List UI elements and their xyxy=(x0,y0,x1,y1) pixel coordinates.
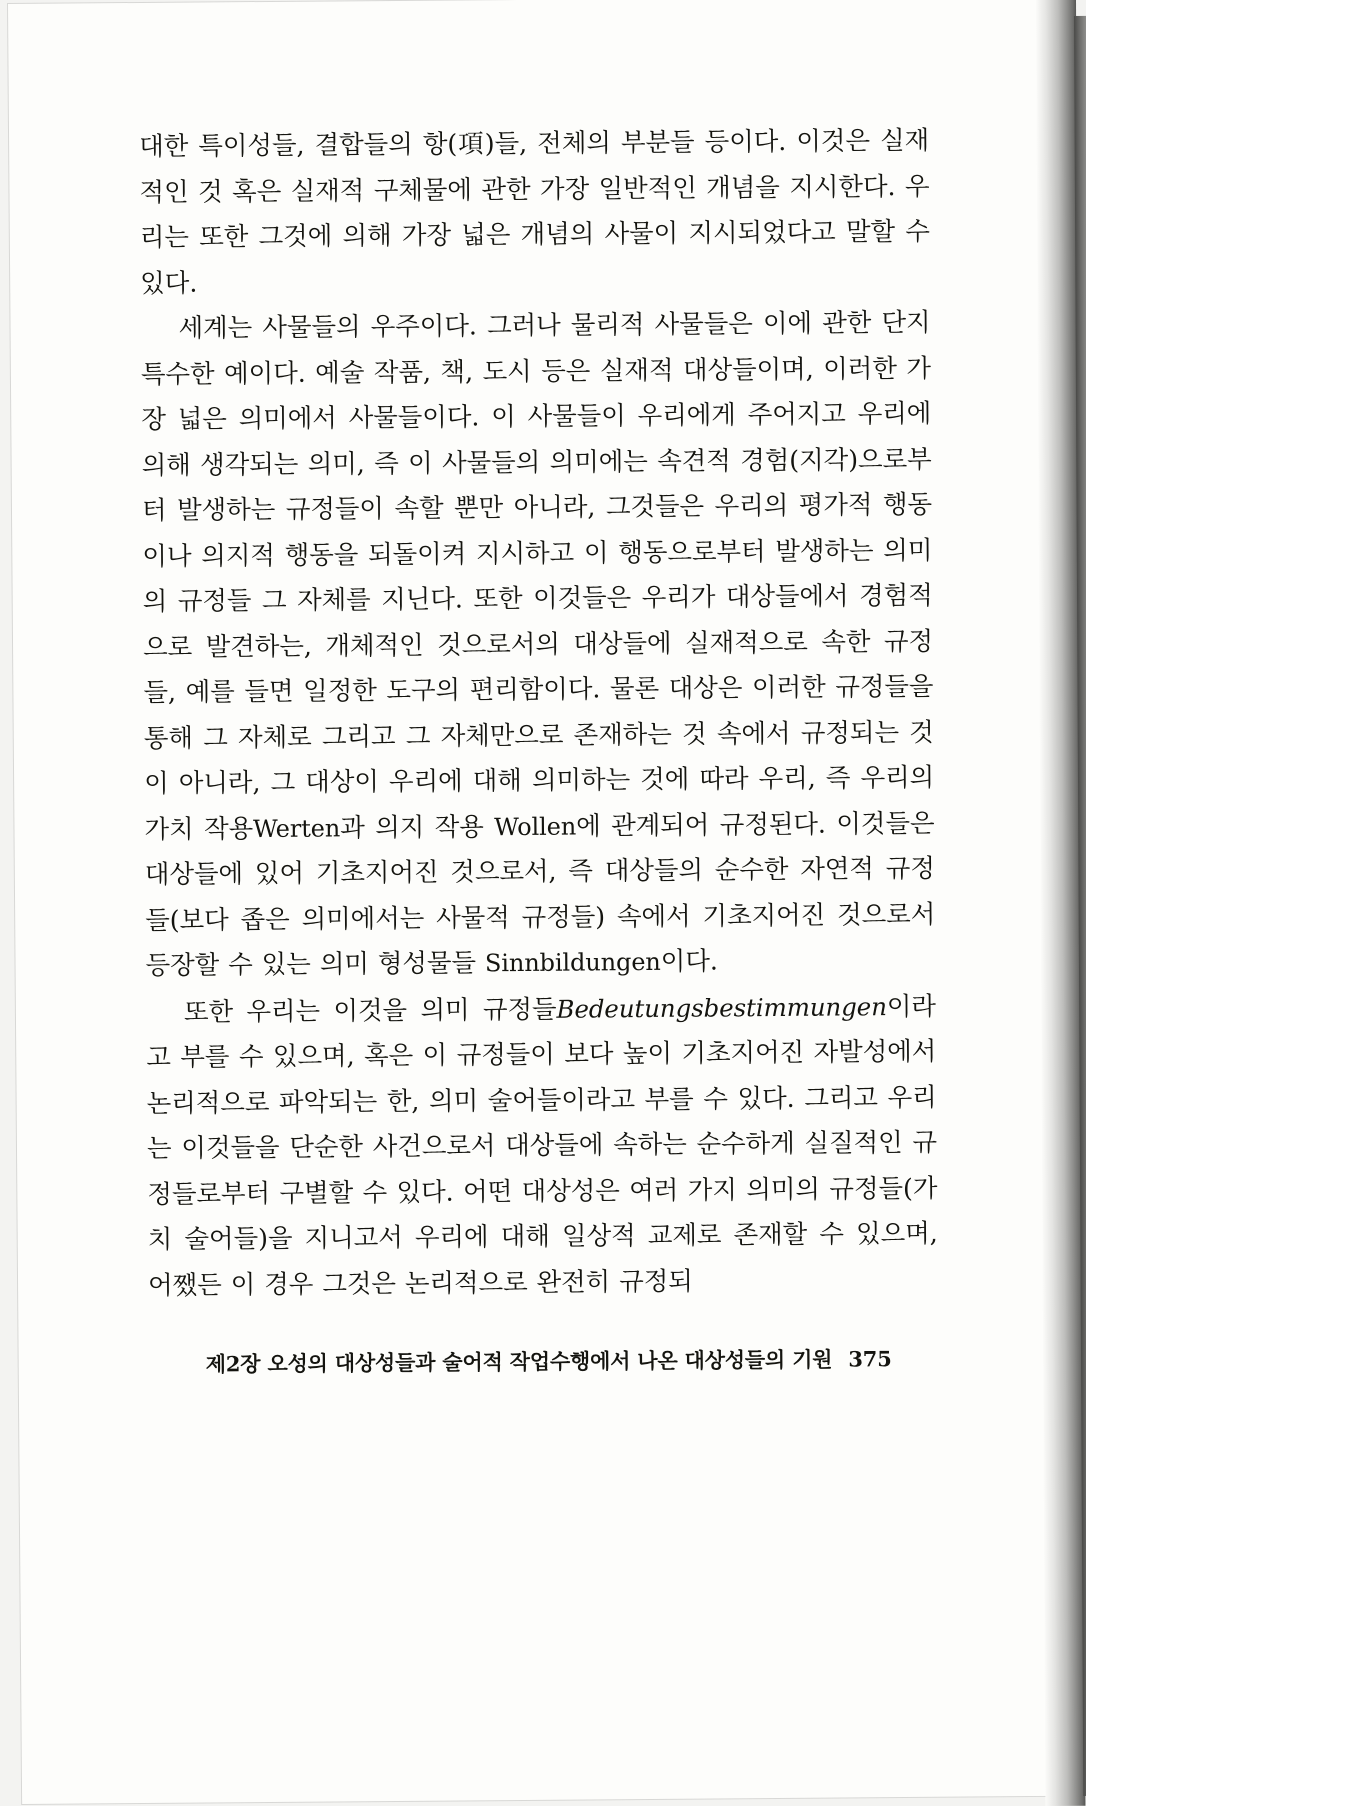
text-column xyxy=(139,119,938,1309)
paragraph-2-text-b: 과 의지 작용 xyxy=(340,811,495,843)
paragraph-2-text-c: 에 관계되어 규정된다. 이것들은 대상들에 있어 기초지어진 것으로서, 즉 대상들의 순수한 자연적 규정들(보다 좁은 의미에서는 사물적 규정들) 속에서 기초지어진 것으로서 등장할 수 있는 의미 형성물들 xyxy=(144,808,936,981)
page-number: 375 xyxy=(848,1346,892,1372)
latin-term-werten: Werten xyxy=(252,813,341,843)
book-page xyxy=(8,0,1057,1804)
paragraph-2-text-a: 세계는 사물들의 우주이다. 그러나 물리적 사물들은 이에 관한 단지 특수한 예이다. 예술 작품, 책, 도시 등은 실재적 대상들이며, 이러한 가장 넓은 의미에서 사물들이다. 이 사물들이 우리에게 주어지고 우리에 의해 생각되는 의미, 즉 이 사물들의 의미에는 속견적 경험(지각)으로부터 발생하는 규정들이 속할 뿐만 아니라, 그것들은 우리의 평가적 행동이나 의지적 행동을 되돌이켜 지시하고 이 행동으로부터 발생하는 의미의 규정들 그 자체를 지닌다. 또한 이것들은 우리가 대상들에서 경험적으로 발견하는, 개체적인 것으로서의 대상들에 실재적으로 속한 규정들, 예를 들면 일정한 도구의 편리함이다. 물론 대상은 이러한 규정들을 통해 그 자체로 그리고 그 자체만으로 존재하는 것 속에서 규정되는 것이 아니라, 그 대상이 우리에 대해 의미하는 것에 따라 우리, 즉 우리의 가치 작용 xyxy=(140,307,935,845)
latin-term-wollen: Wollen xyxy=(494,812,577,841)
paragraph-3 xyxy=(146,983,938,1309)
latin-term-sinnbildungen: Sinnbildungen xyxy=(484,947,661,978)
paragraph-3-text-a: 또한 우리는 이것을 의미 규정들 xyxy=(183,994,557,1028)
latin-italic-term-bedeutungsbestimmungen: Bedeutungsbestimmungen xyxy=(556,991,887,1024)
paragraph-2-text-d: 이다. xyxy=(660,946,718,977)
paragraph-2 xyxy=(140,301,935,990)
paragraph-3-text-b: 이라고 부를 수 있으며, 혹은 이 규정들이 보다 높이 기초지어진 자발성에서 논리적으로 파악되는 한, 의미 술어들이라고 부를 수 있다. 그리고 우리는 이것들을 단순한 사건으로서 대상들에 속하는 순수하게 실질적인 규정들로부터 구별할 수 있다. 어떤 대상성은 여러 가지 의미의 규정들(가치 술어들)을 지니고서 우리에 대해 일상적 교제로 존재할 수 있으며, 어쨌든 이 경우 그것은 논리적으로 완전히 규정되 xyxy=(146,991,938,1301)
footer-chapter-title: 제2장 오성의 대상성들과 술어적 작업수행에서 나온 대상성들의 기원 xyxy=(205,1346,833,1377)
paragraph-1: 대한 특이성들, 결합들의 항(項)들, 전체의 부분들 등이다. 이것은 실재적인 것 혹은 실재적 구체물에 관한 가장 일반적인 개념을 지시한다. 우리는 또한 그것에 의해 가장 넓은 개념의 사물이 지시되었다고 말할 수 있다. xyxy=(139,125,930,299)
scan-right-margin xyxy=(1086,0,1345,1806)
page-footer xyxy=(149,1343,949,1379)
